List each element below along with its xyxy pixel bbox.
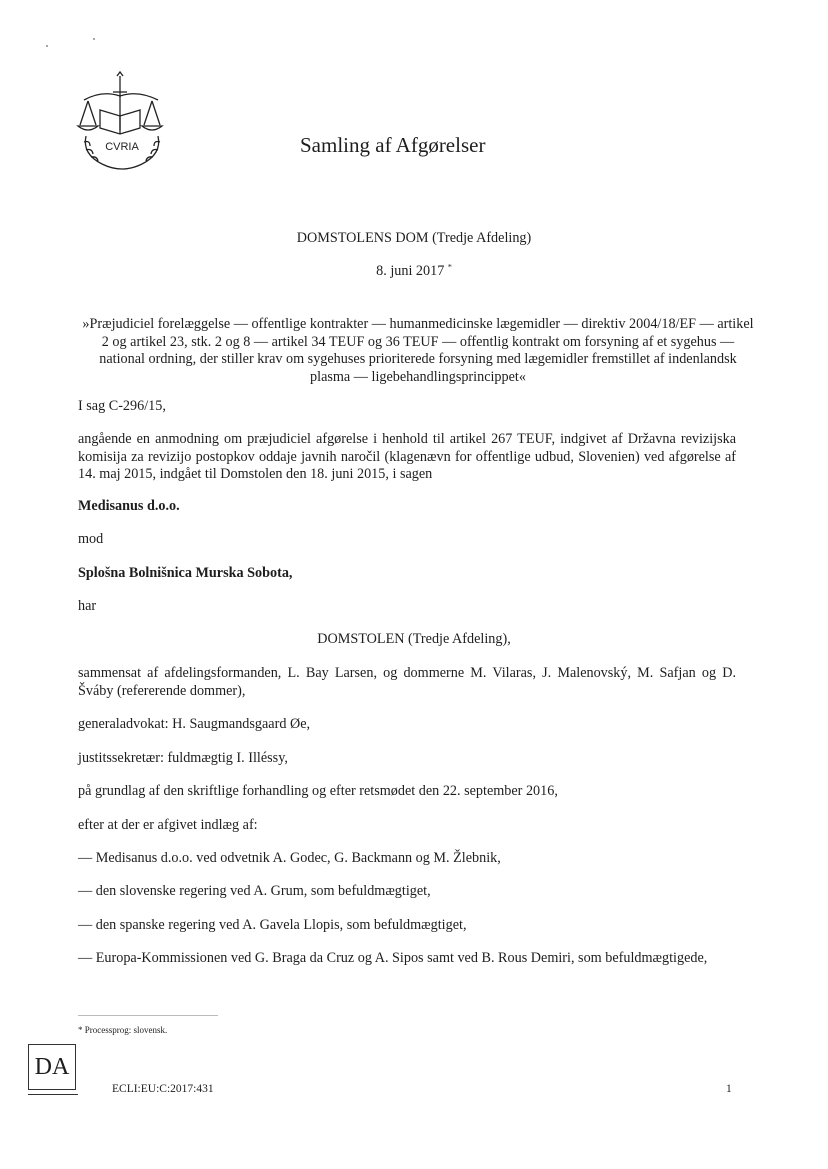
keywords-summary: »Præjudiciel forelæggelse — offentlige kontrakter — humanmedicinske lægemidler — direktiv 2004/18/EF — artikel 2 og artikel 23, stk. 2 og 8 — artikel 34 TEUF og 36 TEUF — offentlig kontrakt om forsyning af et sygehus — national ordning, der stiller krav om sygehuses prioriterede forsyning med lægemidler fremstillet af indenlandsk plasma — ligebehandlingsprincippet« bbox=[82, 316, 754, 385]
procedure: på grundlag af den skriftlige forhandling og efter retsmødet den 22. september 2016, bbox=[78, 783, 558, 799]
case-number: I sag C-296/15, bbox=[78, 398, 166, 414]
observation-item: — den spanske regering ved A. Gavela Llopis, som befuldmægtiget, bbox=[78, 917, 467, 933]
page-number: 1 bbox=[726, 1083, 732, 1095]
court-of-justice-logo bbox=[72, 70, 172, 180]
registrar: justitssekretær: fuldmægtig I. Illéssy, bbox=[78, 750, 288, 766]
versus: mod bbox=[78, 531, 104, 547]
observation-item: — den slovenske regering ved A. Grum, som befuldmægtiget, bbox=[78, 883, 431, 899]
applicant-name: Medisanus d.o.o. bbox=[78, 498, 180, 514]
svg-text:CVRIA: CVRIA bbox=[105, 141, 139, 153]
scan-speck bbox=[46, 45, 48, 47]
observations-intro: efter at der er afgivet indlæg af: bbox=[78, 817, 258, 833]
footnote-divider bbox=[78, 1015, 218, 1016]
observation-item: — Medisanus d.o.o. ved odvetnik A. Godec, G. Backmann og M. Žlebnik, bbox=[78, 850, 501, 866]
judgment-title: DOMSTOLENS DOM (Tredje Afdeling) bbox=[296, 230, 532, 246]
ecli-identifier: ECLI:EU:C:2017:431 bbox=[112, 1083, 214, 1095]
series-title: Samling af Afgørelser bbox=[300, 133, 486, 157]
court-composition: sammensat af afdelingsformanden, L. Bay Larsen, og dommerne M. Vilaras, J. Malenovský, M. Safjan og D. Šváby (refererende dommer), bbox=[78, 665, 736, 699]
has-word: har bbox=[78, 598, 97, 614]
defendant-name: Splošna Bolnišnica Murska Sobota, bbox=[78, 565, 293, 581]
advocate-general: generaladvokat: H. Saugmandsgaard Øe, bbox=[78, 716, 311, 732]
footer-rule bbox=[28, 1094, 78, 1095]
court-name: DOMSTOLEN (Tredje Afdeling), bbox=[317, 631, 511, 647]
scan-speck bbox=[93, 38, 95, 40]
observation-item: — Europa-Kommissionen ved G. Braga da Cruz og A. Sipos samt ved B. Rous Demiri, som befuldmægtigede, bbox=[78, 950, 708, 966]
reference-paragraph: angående en anmodning om præjudiciel afgørelse i henhold til artikel 267 TEUF, indgivet af Državna revizijska komisija za revizijo postopkov oddaje javnih naročil (klagenævn for offentlige udbud, Slovenien) ved afgørelse af 14. maj 2015, indgået til Domstolen den 18. juni 2015, i sagen bbox=[78, 431, 736, 482]
language-code-box: DA bbox=[28, 1044, 76, 1090]
judgment-date: 8. juni 2017 * bbox=[376, 262, 452, 279]
footnote: * Processprog: slovensk. bbox=[78, 1025, 168, 1035]
